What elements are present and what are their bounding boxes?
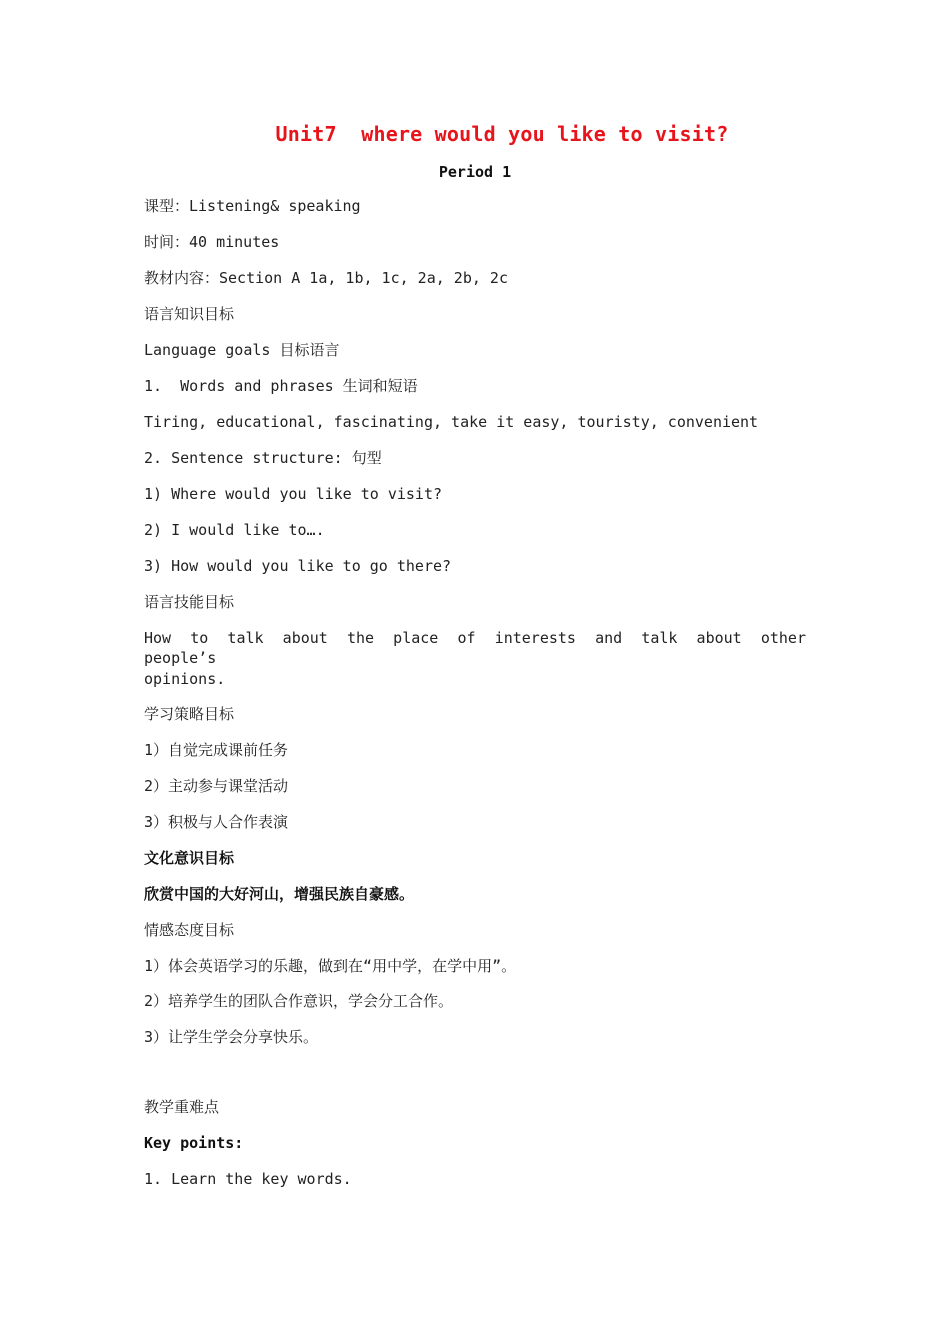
key-points-label: Key points: (144, 1134, 244, 1152)
sentence-item: 1) Where would you like to visit? (144, 485, 443, 503)
language-skills-text-line2: opinions. (144, 670, 226, 688)
emotion-heading: 情感态度目标 (144, 921, 235, 939)
sentence-heading: 2. Sentence structure: 句型 (144, 449, 382, 467)
lesson-time: 时间：40 minutes (144, 233, 280, 251)
key-point-item: 1. Learn the key words. (144, 1170, 352, 1188)
language-goals: Language goals 目标语言 (144, 341, 340, 359)
language-knowledge-heading: 语言知识目标 (144, 305, 235, 323)
emotion-item: 3）让学生学会分享快乐。 (144, 1028, 319, 1046)
words-heading: 1. Words and phrases 生词和短语 (144, 377, 418, 395)
language-skills-heading: 语言技能目标 (144, 593, 235, 611)
strategy-item: 1）自觉完成课前任务 (144, 741, 289, 759)
page-title: Unit7 where would you like to visit? (275, 122, 729, 146)
words-list: Tiring, educational, fascinating, take it easy, touristy, convenient (144, 413, 759, 431)
lesson-content: 教材内容：Section A 1a, 1b, 1c, 2a, 2b, 2c (144, 269, 508, 287)
sentence-item: 3) How would you like to go there? (144, 557, 452, 575)
strategy-item: 3）积极与人合作表演 (144, 813, 289, 831)
lesson-type: 课型：Listening& speaking (144, 197, 361, 215)
emotion-item: 2）培养学生的团队合作意识，学会分工合作。 (144, 992, 454, 1010)
emotion-item: 1）体会英语学习的乐趣，做到在“用中学，在学中用”。 (144, 957, 517, 975)
language-skills-text-line1: How to talk about the place of interests and talk about other people’s (144, 629, 806, 667)
key-difficult-heading: 教学重难点 (144, 1098, 220, 1116)
period-subtitle: Period 1 (438, 163, 512, 181)
learning-strategy-heading: 学习策略目标 (144, 705, 235, 723)
culture-text: 欣赏中国的大好河山，增强民族自豪感。 (144, 885, 415, 903)
strategy-item: 2）主动参与课堂活动 (144, 777, 289, 795)
culture-heading: 文化意识目标 (144, 849, 235, 867)
sentence-item: 2) I would like to…. (144, 521, 325, 539)
